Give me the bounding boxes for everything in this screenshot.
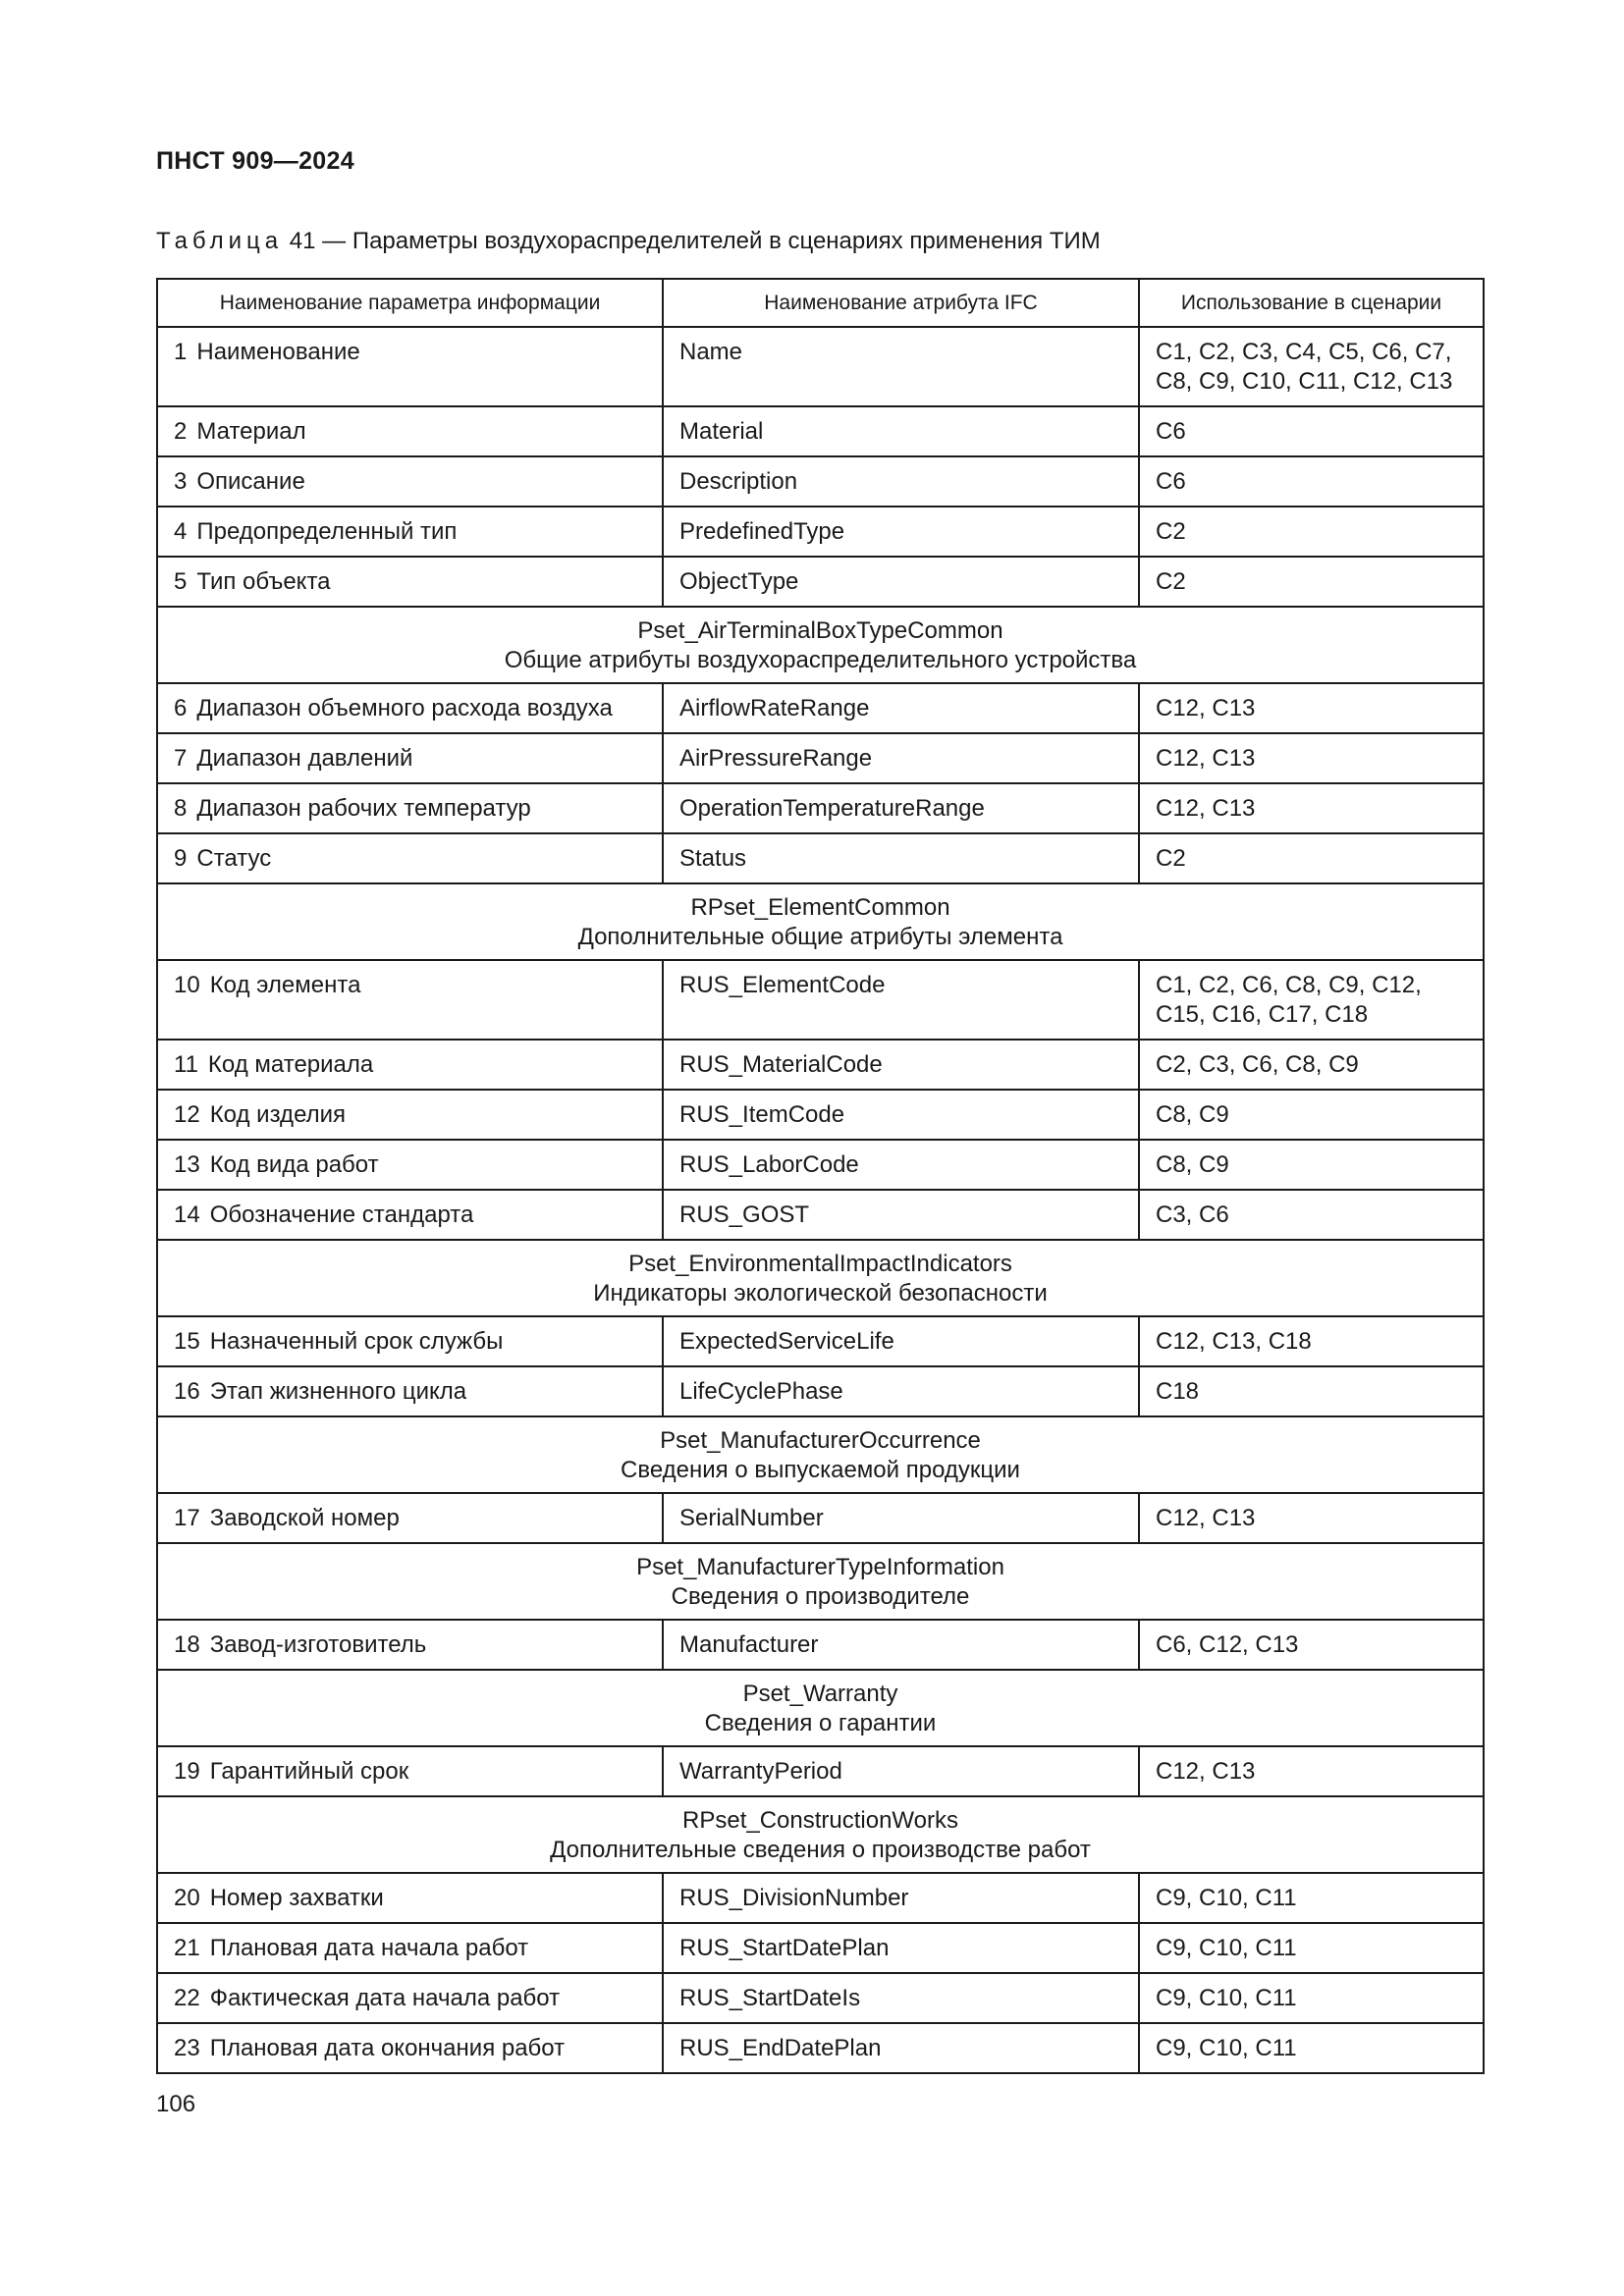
parameter-cell	[157, 1746, 663, 1796]
table-row	[157, 1366, 1484, 1416]
scenario-usage-cell: C2	[1139, 557, 1484, 607]
parameter-name: Завод-изготовитель	[209, 1631, 427, 1658]
property-set-description: Сведения о выпускаемой продукции	[621, 1457, 1020, 1483]
parameter-name: Диапазон давлений	[196, 745, 413, 772]
row-number: 4	[174, 518, 188, 545]
table-row	[157, 783, 1484, 833]
ifc-attribute-cell: RUS_ItemCode	[663, 1090, 1139, 1140]
parameter-cell	[157, 1620, 663, 1670]
row-number: 9	[174, 845, 188, 872]
ifc-attribute-cell: RUS_StartDateIs	[663, 1973, 1139, 2023]
scenario-usage-cell: C6	[1139, 406, 1484, 456]
row-number: 1	[174, 339, 188, 365]
property-set-description: Дополнительные общие атрибуты элемента	[577, 924, 1063, 950]
scenario-usage-cell: C12, C13	[1139, 733, 1484, 783]
parameter-cell	[157, 1040, 663, 1090]
ifc-attribute-cell: PredefinedType	[663, 507, 1139, 557]
property-set-description: Индикаторы экологической безопасности	[593, 1280, 1048, 1307]
row-number: 7	[174, 745, 188, 772]
ifc-attribute-cell: RUS_ElementCode	[663, 960, 1139, 1040]
table-group-row	[157, 1240, 1484, 1316]
table-row	[157, 1090, 1484, 1140]
table-row	[157, 1493, 1484, 1543]
scenario-usage-cell: C9, C10, C11	[1139, 1923, 1484, 1973]
property-set-name: Pset_AirTerminalBoxTypeCommon	[637, 617, 1003, 644]
parameter-name: Номер захватки	[209, 1885, 384, 1911]
table-row	[157, 327, 1484, 406]
parameter-cell	[157, 1493, 663, 1543]
ifc-attribute-cell: Material	[663, 406, 1139, 456]
row-number: 15	[174, 1328, 200, 1355]
scenario-usage-cell: C3, C6	[1139, 1190, 1484, 1240]
parameter-cell	[157, 683, 663, 733]
table-row	[157, 1190, 1484, 1240]
scenario-usage-cell: C9, C10, C11	[1139, 1973, 1484, 2023]
property-set-description: Общие атрибуты воздухораспределительного устройства	[504, 647, 1137, 673]
scenario-usage-cell: C12, C13, C18	[1139, 1316, 1484, 1366]
scenario-usage-cell: C1, C2, C6, C8, C9, C12, C15, C16, C17, C18	[1139, 960, 1484, 1040]
ifc-attribute-cell: WarrantyPeriod	[663, 1746, 1139, 1796]
table-row	[157, 1973, 1484, 2023]
property-set-header	[157, 883, 1484, 960]
table-row	[157, 1316, 1484, 1366]
scenario-usage-cell: C12, C13	[1139, 1493, 1484, 1543]
table-body	[157, 327, 1484, 2073]
scenario-usage-cell: C12, C13	[1139, 683, 1484, 733]
property-set-name: Pset_EnvironmentalImpactIndicators	[628, 1251, 1012, 1277]
row-number: 8	[174, 795, 188, 822]
ifc-attribute-cell: RUS_GOST	[663, 1190, 1139, 1240]
page-number: 106	[156, 2091, 196, 2117]
row-number: 6	[174, 695, 188, 721]
table-row	[157, 960, 1484, 1040]
row-number: 22	[174, 1985, 200, 2011]
row-number: 17	[174, 1505, 200, 1531]
ifc-attribute-cell: RUS_LaborCode	[663, 1140, 1139, 1190]
row-number: 21	[174, 1935, 200, 1961]
row-number: 2	[174, 418, 188, 445]
table-group-row	[157, 1416, 1484, 1493]
table-group-row	[157, 883, 1484, 960]
row-number: 14	[174, 1201, 200, 1228]
parameter-name: Диапазон объемного расхода воздуха	[196, 695, 613, 721]
row-number: 11	[174, 1051, 198, 1078]
parameter-cell	[157, 507, 663, 557]
parameter-name: Статус	[196, 845, 272, 872]
table-row	[157, 833, 1484, 883]
row-number: 16	[174, 1378, 200, 1405]
property-set-header	[157, 1670, 1484, 1746]
table-row	[157, 1620, 1484, 1670]
ifc-attribute-cell: Name	[663, 327, 1139, 406]
parameter-cell	[157, 327, 663, 406]
ifc-attribute-cell: LifeCyclePhase	[663, 1366, 1139, 1416]
table-caption-prefix: Таблица	[156, 228, 284, 254]
parameter-cell	[157, 2023, 663, 2073]
table-group-row	[157, 1796, 1484, 1873]
table-row	[157, 683, 1484, 733]
parameter-name: Код изделия	[209, 1101, 347, 1128]
table-row	[157, 1040, 1484, 1090]
scenario-usage-cell: C12, C13	[1139, 1746, 1484, 1796]
scenario-usage-cell: C18	[1139, 1366, 1484, 1416]
ifc-attribute-cell: AirflowRateRange	[663, 683, 1139, 733]
parameter-cell	[157, 1923, 663, 1973]
row-number: 3	[174, 468, 188, 495]
scenario-usage-cell: C6, C12, C13	[1139, 1620, 1484, 1670]
parameter-cell	[157, 406, 663, 456]
table-row	[157, 456, 1484, 507]
parameter-name: Материал	[196, 418, 306, 445]
parameter-name: Этап жизненного цикла	[209, 1378, 467, 1405]
parameter-cell	[157, 1090, 663, 1140]
table-row	[157, 1923, 1484, 1973]
parameter-cell	[157, 733, 663, 783]
parameter-name: Код элемента	[209, 972, 361, 998]
row-number: 19	[174, 1758, 200, 1785]
parameter-cell	[157, 1316, 663, 1366]
row-number: 12	[174, 1101, 200, 1128]
parameter-name: Диапазон рабочих температур	[196, 795, 531, 822]
property-set-description: Дополнительные сведения о производстве работ	[550, 1837, 1091, 1863]
property-set-header	[157, 1416, 1484, 1493]
scenario-usage-cell: C1, C2, C3, C4, C5, C6, C7, C8, C9, C10, C11, C12, C13	[1139, 327, 1484, 406]
property-set-name: Pset_Warranty	[742, 1681, 898, 1707]
parameter-name: Наименование	[196, 339, 360, 365]
scenario-usage-cell: C2, C3, C6, C8, C9	[1139, 1040, 1484, 1090]
table-row	[157, 1746, 1484, 1796]
parameter-name: Предопределенный тип	[196, 518, 458, 545]
ifc-attribute-cell: ObjectType	[663, 557, 1139, 607]
table-row	[157, 2023, 1484, 2073]
property-set-name: Pset_ManufacturerOccurrence	[660, 1427, 981, 1454]
parameter-name: Назначенный срок службы	[209, 1328, 504, 1355]
ifc-attribute-cell: SerialNumber	[663, 1493, 1139, 1543]
parameter-name: Тип объекта	[196, 568, 331, 595]
ifc-attribute-cell: AirPressureRange	[663, 733, 1139, 783]
row-number: 23	[174, 2035, 200, 2061]
property-set-name: Pset_ManufacturerTypeInformation	[636, 1554, 1004, 1580]
table-group-row	[157, 607, 1484, 683]
ifc-attribute-cell: OperationTemperatureRange	[663, 783, 1139, 833]
parameter-name: Заводской номер	[209, 1505, 400, 1531]
parameter-cell	[157, 1190, 663, 1240]
ifc-attribute-cell: Status	[663, 833, 1139, 883]
table-row	[157, 1873, 1484, 1923]
property-set-name: RPset_ElementCommon	[690, 894, 950, 921]
table-row	[157, 1140, 1484, 1190]
parameter-name: Код вида работ	[209, 1151, 379, 1178]
scenario-usage-cell: C9, C10, C11	[1139, 1873, 1484, 1923]
column-header-usage: Использование в сценарии	[1139, 279, 1484, 327]
ifc-attribute-cell: Manufacturer	[663, 1620, 1139, 1670]
document-code: ПНСТ 909—2024	[156, 147, 354, 175]
ifc-attribute-cell: RUS_EndDatePlan	[663, 2023, 1139, 2073]
table-header-row	[157, 279, 1484, 327]
scenario-usage-cell: C12, C13	[1139, 783, 1484, 833]
parameter-cell	[157, 1873, 663, 1923]
parameter-cell	[157, 783, 663, 833]
scenario-usage-cell: C2	[1139, 507, 1484, 557]
parameter-cell	[157, 960, 663, 1040]
scenario-usage-cell: C8, C9	[1139, 1090, 1484, 1140]
parameter-cell	[157, 1973, 663, 2023]
row-number: 13	[174, 1151, 200, 1178]
row-number: 20	[174, 1885, 200, 1911]
parameter-name: Плановая дата начала работ	[209, 1935, 529, 1961]
column-header-parameter: Наименование параметра информации	[157, 279, 663, 327]
table-caption	[156, 228, 1101, 255]
parameter-cell	[157, 1366, 663, 1416]
scenario-usage-cell: C6	[1139, 456, 1484, 507]
table-caption-text: — Параметры воздухораспределителей в сценариях применения ТИМ	[315, 228, 1101, 254]
property-set-header	[157, 1796, 1484, 1873]
table-caption-number: 41	[289, 228, 316, 254]
ifc-attribute-cell: ExpectedServiceLife	[663, 1316, 1139, 1366]
parameter-cell	[157, 456, 663, 507]
table-group-row	[157, 1670, 1484, 1746]
parameter-name: Плановая дата окончания работ	[209, 2035, 566, 2061]
table-row	[157, 507, 1484, 557]
row-number: 5	[174, 568, 188, 595]
property-set-description: Сведения о гарантии	[704, 1710, 937, 1736]
scenario-usage-cell: C9, C10, C11	[1139, 2023, 1484, 2073]
scenario-usage-cell: C8, C9	[1139, 1140, 1484, 1190]
property-set-header	[157, 607, 1484, 683]
property-set-header	[157, 1240, 1484, 1316]
column-header-ifc-attribute: Наименование атрибута IFC	[663, 279, 1139, 327]
parameter-cell	[157, 557, 663, 607]
scenario-usage-cell: C2	[1139, 833, 1484, 883]
ifc-attribute-cell: RUS_StartDatePlan	[663, 1923, 1139, 1973]
property-set-name: RPset_ConstructionWorks	[682, 1807, 958, 1834]
ifc-attribute-cell: RUS_DivisionNumber	[663, 1873, 1139, 1923]
table-row	[157, 406, 1484, 456]
table-row	[157, 557, 1484, 607]
parameter-cell	[157, 833, 663, 883]
parameter-name: Обозначение стандарта	[209, 1201, 474, 1228]
parameters-table	[156, 278, 1485, 2074]
parameter-name: Код материала	[207, 1051, 374, 1078]
property-set-description: Сведения о производителе	[671, 1583, 970, 1610]
ifc-attribute-cell: RUS_MaterialCode	[663, 1040, 1139, 1090]
parameter-name: Гарантийный срок	[209, 1758, 409, 1785]
table-row	[157, 733, 1484, 783]
parameter-cell	[157, 1140, 663, 1190]
row-number: 18	[174, 1631, 200, 1658]
ifc-attribute-cell: Description	[663, 456, 1139, 507]
parameter-name: Описание	[196, 468, 305, 495]
property-set-header	[157, 1543, 1484, 1620]
row-number: 10	[174, 972, 200, 998]
table-group-row	[157, 1543, 1484, 1620]
parameter-name: Фактическая дата начала работ	[209, 1985, 561, 2011]
